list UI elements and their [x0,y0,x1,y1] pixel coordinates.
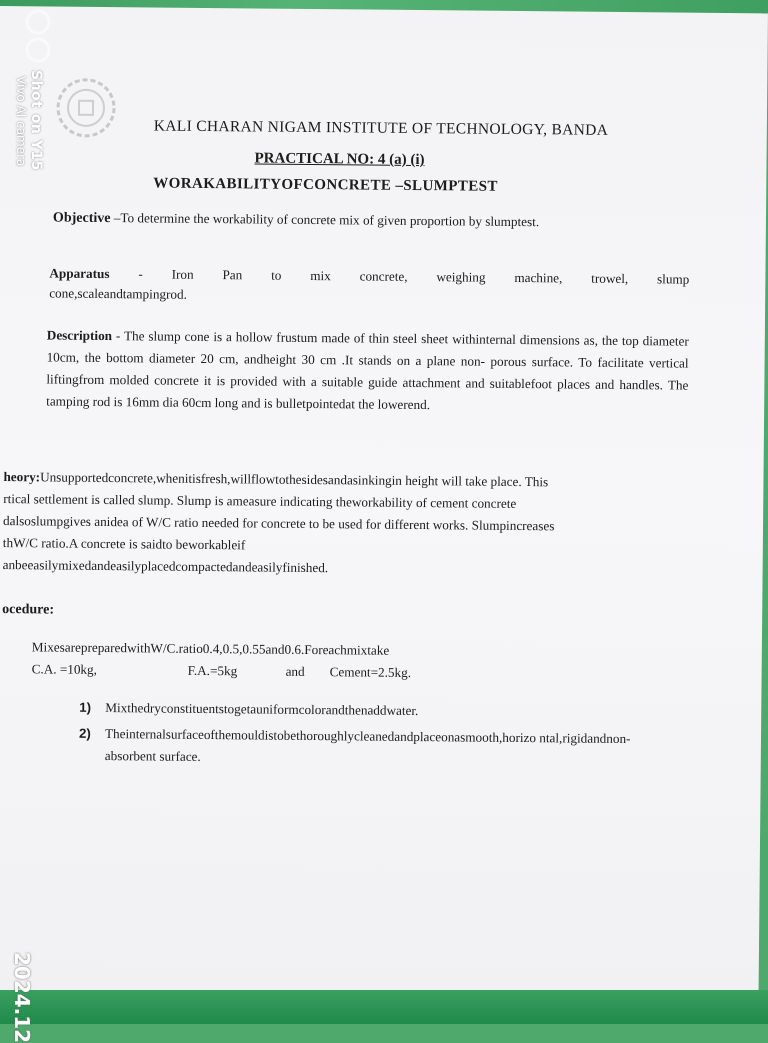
theory-label: heory: [3,469,41,485]
theory-line: thW/C ratio.A concrete is saidto beworkableif [2,535,246,553]
practical-number: PRACTICAL NO: 4 (a) (i) [254,150,425,169]
institute-logo [51,72,122,143]
list-item [79,723,679,773]
theory-line: heory:Unsupportedconcrete,whenitisfresh,willflowtothesidesandasinkingin height will take place. This [3,469,549,490]
apparatus-label: Apparatus [49,265,110,282]
apparatus-word: Pan [222,267,243,283]
theory-paragraph [3,466,724,583]
procedure-mix-line: MixesarepreparedwithW/C.ratio0.4,0.5,0.55and0.6.Foreachmixtake [31,639,390,658]
apparatus-word: slump [656,271,690,287]
and-word: and [285,663,305,679]
apparatus-word: to [271,267,282,283]
practical-title: WORAKABILITYOFCONCRETE –SLUMPTEST [153,175,498,195]
apparatus-word: mix [310,267,331,284]
list-item [79,697,679,725]
step-number: 1) [79,699,92,715]
apparatus-word: - [138,266,143,282]
apparatus-word: concrete, [359,268,408,284]
background-bottom [0,990,768,1024]
step-number: 2) [78,725,91,741]
step-text: Mixthedryconstituentstogetauniformcolorandthenaddwater. [105,700,419,719]
description-label: Description [46,327,113,344]
objective-label: Objective [52,210,111,227]
date-stamp: 2024.12 [10,952,34,1043]
theory-line: anbeeasilymixedandeasilyplacedcompactedandeasilyfinished. [2,557,329,576]
step-text: Theinternalsurfaceofthemouldistobethoroughlycleanedandplaceonasmooth,horizo ntal,rigidandnon-absorbent surface. [104,726,631,764]
objective-text: –To determine the workability of concrete mix of given proportion by slumptest. [110,210,540,230]
description-paragraph [46,324,689,418]
apparatus-word: Iron [171,266,194,282]
procedure-heading: ocedure: [2,602,55,618]
apparatus-word: weighing [436,269,486,285]
procedure-steps [79,697,680,777]
watermark-brand: Shot on Y15 [28,70,44,171]
cement-quantity: Cement=2.5kg. [329,664,412,680]
institute-name: KALI CHARAN NIGAM INSTITUTE OF TECHNOLOGY, BANDA [153,117,609,139]
description-text: - The slump cone is a hollow frustum made of thin steel sheet withinternal dimensions as, the top diameter 10cm, the bottom diameter 20 cm, andheight 30 cm .It stands on a plane non- porous surface. To facilitate vertical liftingfrom molded concrete it is provided with a suitable guide attachment and suitablefoot places and handles. The tamping rod is 16mm dia 60cm long and is bulletpointedat the lowerend. [46,328,689,413]
fine-aggregate: F.A.=5kg [187,662,238,679]
theory-line: rtical settlement is called slump. Slump is ameasure indicating theworkability of cement concrete [3,491,517,511]
coarse-aggregate: C.A. =10kg, [31,661,98,677]
apparatus-word: trowel, [591,270,629,287]
watermark-sub: Vivo AI camera [14,76,28,167]
apparatus-line-2: cone,scaleandtampingrod. [49,285,188,302]
document-page [0,6,768,1003]
camera-logo-icon [18,8,58,68]
theory-line: dalsoslumpgives anidea of W/C ratio needed for concrete to be used for different works. Slumpincreases [2,513,555,534]
apparatus-word: machine, [514,269,563,286]
objective-line [53,207,539,235]
